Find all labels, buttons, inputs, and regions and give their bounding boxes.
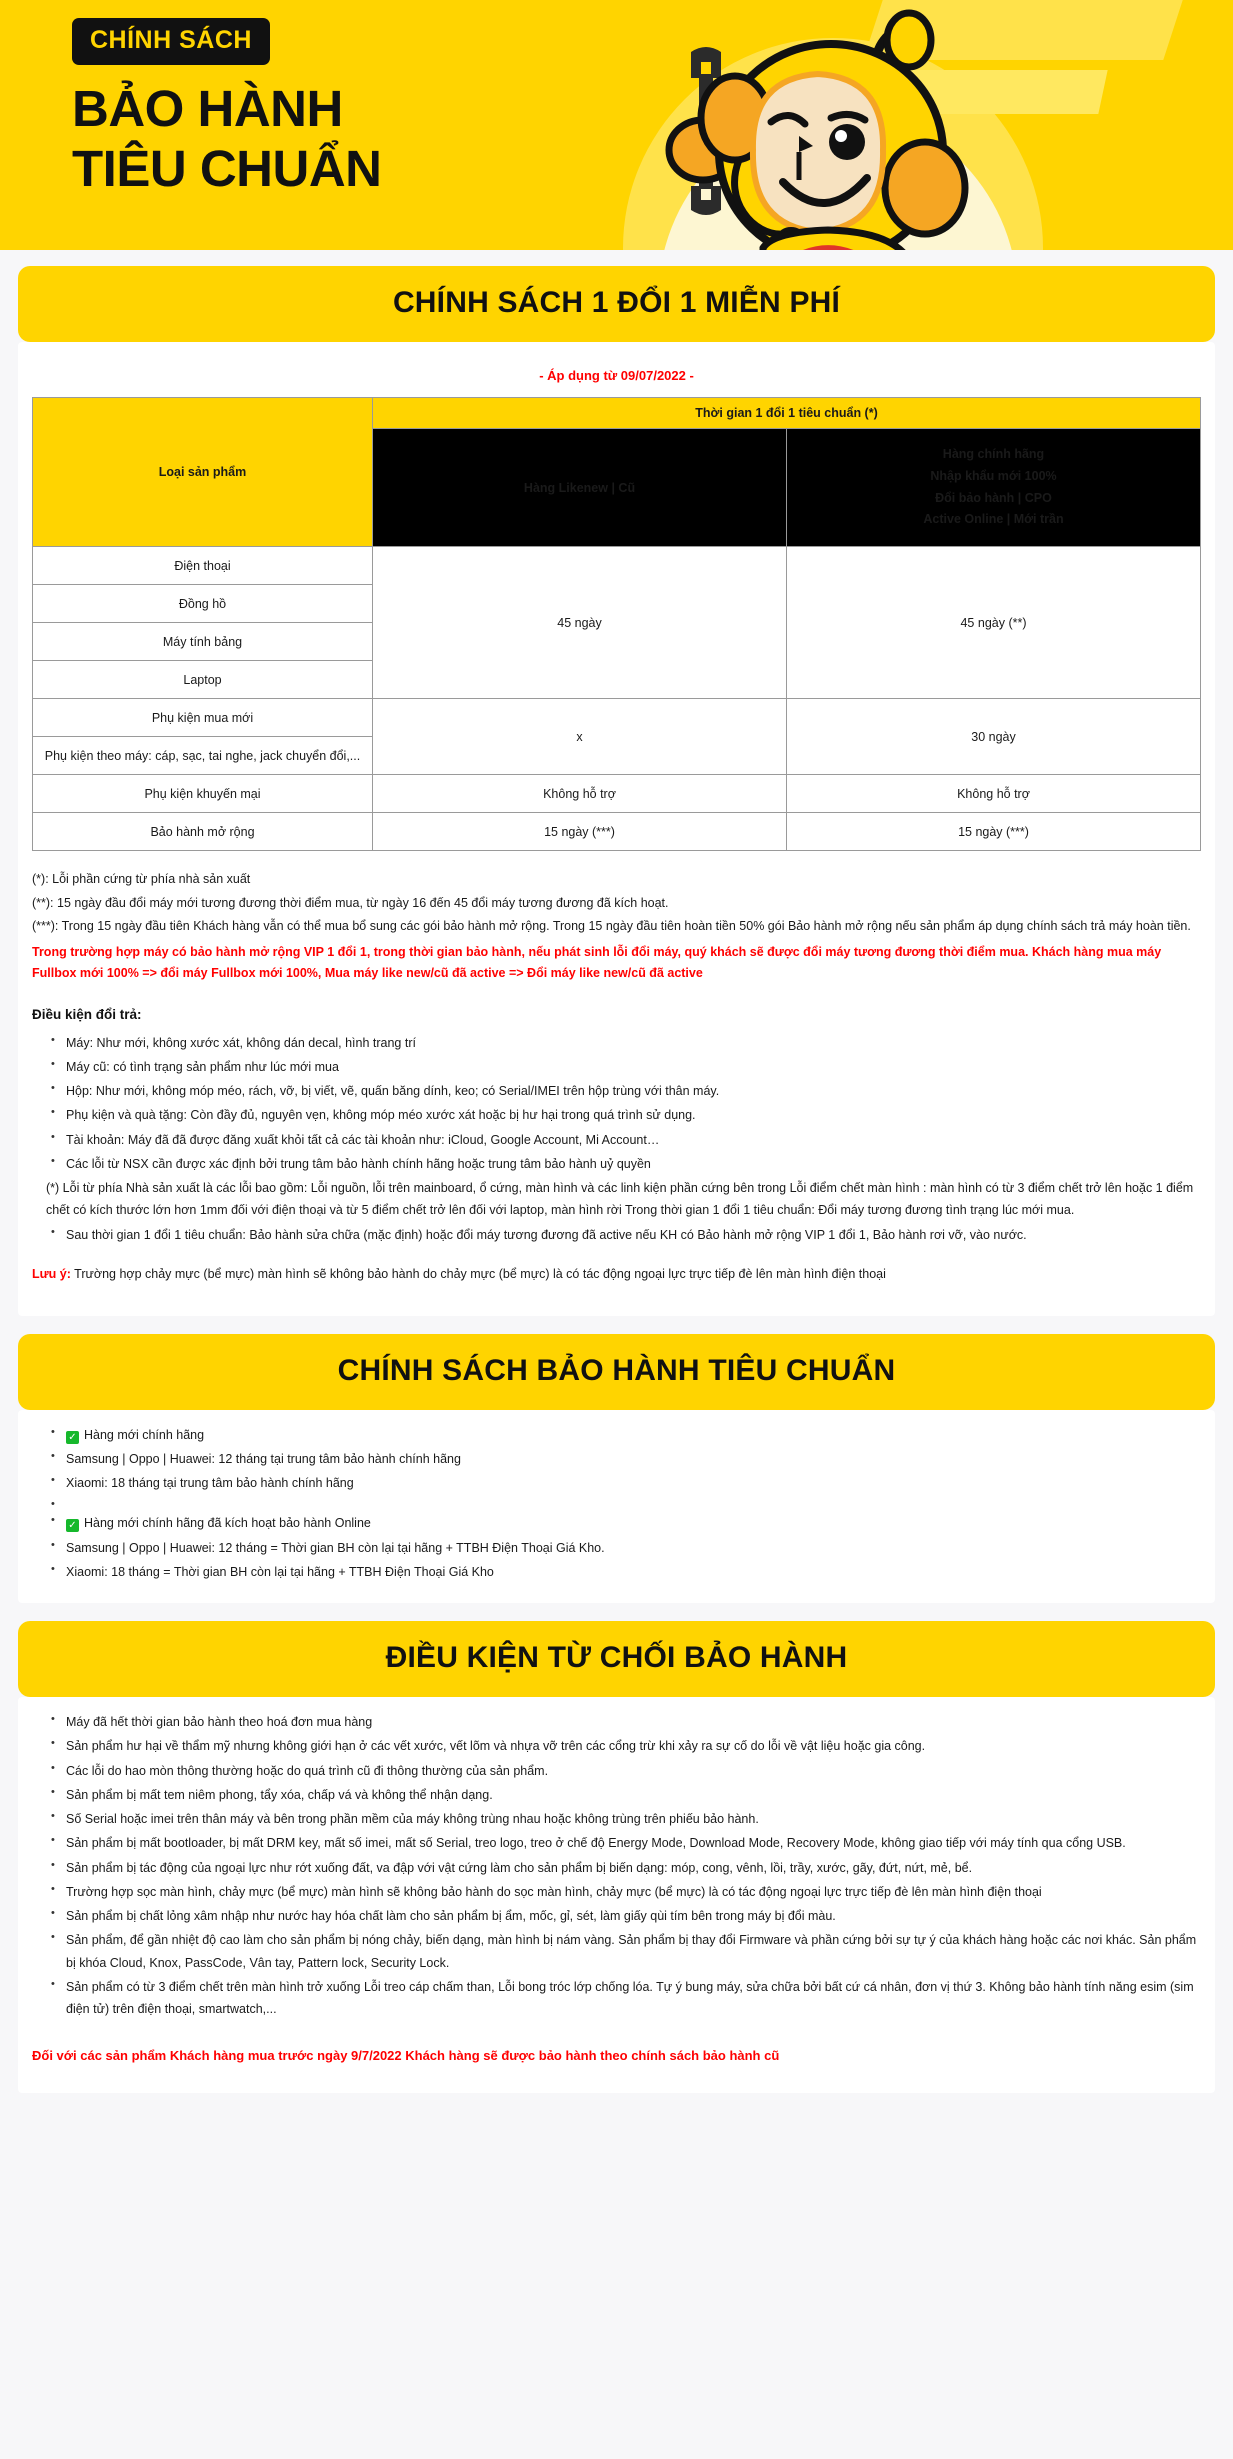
section-2-panel bbox=[18, 1410, 1215, 1604]
footnote-1: (*): Lỗi phần cứng từ phía nhà sản xuất bbox=[32, 872, 251, 886]
table-row bbox=[33, 699, 1201, 737]
section-2-heading: CHÍNH SÁCH BẢO HÀNH TIÊU CHUẨN bbox=[337, 1353, 896, 1387]
cell-group1-likenew: 45 ngày bbox=[373, 547, 787, 699]
warranty-refusal-list bbox=[32, 1711, 1201, 2020]
section-1-wrapper bbox=[0, 266, 1233, 1316]
section-1-panel bbox=[18, 342, 1215, 1316]
standard-warranty-list bbox=[32, 1424, 1201, 1584]
header-genuine-line-1: Hàng chính hãng bbox=[942, 446, 1045, 461]
section-2-wrapper bbox=[0, 1334, 1233, 1604]
monkey-technician-mascot-icon bbox=[613, 0, 1083, 250]
luu-y-text: Trường hợp chảy mực (bể mực) màn hình sẽ không bảo hành do chảy mực (bể mực) là có tác động ngoại lực trực tiếp đè lên màn hình điện thoại bbox=[74, 1266, 886, 1281]
list-item: • Samsung | Oppo | Huawei: 12 tháng = Thời gian BH còn lại tại hãng + TTBH Điện Thoại Giá Kho. bbox=[66, 1537, 1201, 1559]
check-icon: ✓ bbox=[66, 1519, 79, 1532]
list-item: • Các lỗi do hao mòn thông thường hoặc do quá trình cũ đi thông thường của sản phẩm. bbox=[66, 1760, 1201, 1782]
cell-promo-genuine: Không hỗ trợ bbox=[787, 775, 1201, 813]
list-item: • Sản phẩm, để gần nhiệt độ cao làm cho sản phẩm bị nóng chảy, biến dạng, màn hình bị nám vàng. Sản phẩm bị thay đổi Firmware và phần cứng bởi sự tự ý của khách hàng hoặc các nơi khác. Sản phẩm bị khóa Cloud, Knox, PassCode, Vân tay, Pattern lock, Security Lock. bbox=[66, 1929, 1201, 1974]
final-red-note: Đối với các sản phẩm Khách hàng mua trước ngày 9/7/2022 Khách hàng sẽ được bảo hành theo chính sách bảo hành cũ bbox=[32, 2048, 780, 2064]
post-exchange-list bbox=[32, 1224, 1201, 1246]
cell-group2-genuine: 30 ngày bbox=[787, 699, 1201, 775]
hero-title bbox=[72, 79, 382, 199]
header-group-time: Thời gian 1 đổi 1 tiêu chuẩn (*) bbox=[373, 398, 1201, 429]
list-item: • Hộp: Như mới, không móp méo, rách, vỡ, bị viết, vẽ, quấn băng dính, keo; có Serial/IMEI trên hộp trùng với thân máy. bbox=[66, 1080, 1201, 1102]
header-product-type: Loại sản phẩm bbox=[33, 398, 373, 547]
table-header-row-1 bbox=[33, 398, 1201, 429]
list-item: • Các lỗi từ NSX cần được xác định bởi trung tâm bảo hành chính hãng hoặc trung tâm bảo hành uỷ quyền bbox=[66, 1153, 1201, 1175]
list-item: • Sản phẩm hư hại về thẩm mỹ nhưng không giới hạn ở các vết xước, vết lõm và nhựa vỡ trên các cổng trừ khi xảy ra sự cố do lỗi về vật liệu hoặc gia công. bbox=[66, 1735, 1201, 1757]
list-item: • Máy: Như mới, không xước xát, không dán decal, hình trang trí bbox=[66, 1032, 1201, 1054]
cell-extended-likenew: 15 ngày (***) bbox=[373, 813, 787, 851]
group-b-title: Hàng mới chính hãng đã kích hoạt bảo hành Online bbox=[84, 1516, 371, 1531]
cell-extended-genuine: 15 ngày (***) bbox=[787, 813, 1201, 851]
section-3-header-band bbox=[18, 1621, 1215, 1697]
list-item: • Trường hợp sọc màn hình, chảy mực (bể mực) màn hình sẽ không bảo hành do sọc màn hình, chảy mực (bể mực) là có tác động ngoại lực trực tiếp đè lên màn hình điện thoại bbox=[66, 1881, 1201, 1903]
list-item: • Sản phẩm có từ 3 điểm chết trên màn hình trở xuống Lỗi treo cáp chấm than, Lỗi bong tróc lớp chống lóa. Tự ý bung máy, sửa chữa bởi bất cứ cá nhân, đơn vị thứ 3. Không bảo hành tính năng esim (sim điện tử) trên điện thoại, smartwatch,... bbox=[66, 1976, 1201, 2021]
hero-badge: CHÍNH SÁCH bbox=[72, 18, 270, 65]
list-item-group-a-title bbox=[66, 1424, 1201, 1446]
luu-y-label: Lưu ý: bbox=[32, 1266, 71, 1281]
row-label-tablet: Máy tính bảng bbox=[33, 623, 373, 661]
warranty-exchange-table bbox=[32, 397, 1201, 851]
table-row bbox=[33, 813, 1201, 851]
list-item: • Samsung | Oppo | Huawei: 12 tháng tại trung tâm bảo hành chính hãng bbox=[66, 1448, 1201, 1470]
cell-group1-genuine: 45 ngày (**) bbox=[787, 547, 1201, 699]
hero-title-line-2: TIÊU CHUẨN bbox=[72, 140, 382, 198]
header-likenew-used: Hàng Likenew | Cũ bbox=[373, 429, 787, 547]
apply-date-text: - Áp dụng từ 09/07/2022 - bbox=[539, 368, 694, 383]
row-label-phone: Điện thoại bbox=[33, 547, 373, 585]
cell-group2-likenew: x bbox=[373, 699, 787, 775]
footnote-3: (***): Trong 15 ngày đầu tiên Khách hàng vẫn có thể mua bổ sung các gói bảo hành mở rộng. Trong 15 ngày đầu tiên hoàn tiền 50% gói Bảo hành mở rộng nếu sản phẩm áp dụng chính sách trả máy hoàn tiền. bbox=[32, 919, 1191, 933]
list-item: • Tài khoản: Máy đã đã được đăng xuất khỏi tất cả các tài khoản như: iCloud, Google Account, Mi Account… bbox=[66, 1129, 1201, 1151]
list-item: • Số Serial hoặc imei trên thân máy và bên trong phần mềm của máy không trùng nhau hoặc không trùng trên phiếu bảo hành. bbox=[66, 1808, 1201, 1830]
list-item: • Sau thời gian 1 đổi 1 tiêu chuẩn: Bảo hành sửa chữa (mặc định) hoặc đổi máy tương đương đã active nếu KH có Bảo hành mở rộng VIP 1 đổi 1, Bảo hành rơi vỡ, vào nước. bbox=[66, 1224, 1201, 1246]
table-footnotes bbox=[32, 869, 1201, 985]
return-conditions-list bbox=[32, 1032, 1201, 1176]
list-item: • Sản phẩm bị tác động của ngoại lực như rớt xuống đất, va đập với vật cứng làm cho sản phẩm bị biến dạng: móp, cong, vênh, lồi, trầy, xước, gãy, đứt, nứt, mẻ, bể. bbox=[66, 1857, 1201, 1879]
row-label-promo-accessory: Phụ kiện khuyến mại bbox=[33, 775, 373, 813]
manufacturer-defect-note: (*) Lỗi từ phía Nhà sản xuất là các lỗi bao gồm: Lỗi nguồn, lỗi trên mainboard, ổ cứng, màn hình và các linh kiện phần cứng bên trong Lỗi điểm chết màn hình : màn hình có từ 3 điểm chết trở lên hoặc 1 điểm chết có kích thước lớn hơn 1mm đối với điện thoại và từ 5 điểm chết trở lên đối với laptop, màn hình rời Trong thời gian 1 đổi 1 tiêu chuẩn: Đổi máy tương đương tình trạng lúc mới mua. bbox=[46, 1181, 1194, 1218]
cell-promo-likenew: Không hỗ trợ bbox=[373, 775, 787, 813]
list-item: • Sản phẩm bị mất tem niêm phong, tẩy xóa, chấp vá và không thể nhận dạng. bbox=[66, 1784, 1201, 1806]
section-3-wrapper bbox=[0, 1621, 1233, 2137]
header-genuine-new bbox=[787, 429, 1201, 547]
list-item: • Xiaomi: 18 tháng = Thời gian BH còn lại tại hãng + TTBH Điện Thoại Giá Kho bbox=[66, 1561, 1201, 1583]
hero-banner bbox=[0, 0, 1233, 250]
row-label-laptop: Laptop bbox=[33, 661, 373, 699]
table-row bbox=[33, 775, 1201, 813]
check-icon: ✓ bbox=[66, 1431, 79, 1444]
list-item: • Sản phẩm bị chất lỏng xâm nhập như nước hay hóa chất làm cho sản phẩm bị ẩm, mốc, gỉ, sét, làm giấy qùi tím bên trong máy bị đổi màu. bbox=[66, 1905, 1201, 1927]
list-item: • Máy cũ: có tình trạng sản phẩm như lúc mới mua bbox=[66, 1056, 1201, 1078]
section-1-heading: CHÍNH SÁCH 1 ĐỔI 1 MIỄN PHÍ bbox=[392, 286, 841, 319]
list-item: • Máy đã hết thời gian bảo hành theo hoá đơn mua hàng bbox=[66, 1711, 1201, 1733]
list-item-group-b-title bbox=[66, 1512, 1201, 1534]
hero-text-block bbox=[72, 18, 382, 199]
footnote-red-vip: Trong trường hợp máy có bảo hành mở rộng VIP 1 đổi 1, trong thời gian bảo hành, nếu phát sinh lỗi đổi máy, quý khách sẽ được đổi máy tương đương thời điểm mua. Khách hàng mua máy Fullbox mới 100% => đổi máy Fullbox mới 100%, Mua máy like new/cũ đã active => Đổi máy like new/cũ đã active bbox=[32, 944, 1162, 980]
header-genuine-line-3: Đổi bảo hành | CPO bbox=[935, 490, 1052, 505]
list-spacer bbox=[66, 1496, 1201, 1510]
footnote-2: (**): 15 ngày đầu đổi máy mới tương đương thời điểm mua, từ ngày 16 đến 45 đổi máy tương đương đã kích hoạt. bbox=[32, 895, 669, 910]
row-label-watch: Đồng hồ bbox=[33, 585, 373, 623]
table-row bbox=[33, 547, 1201, 585]
luu-y-note bbox=[32, 1264, 1201, 1285]
header-genuine-line-4: Active Online | Mới trần bbox=[923, 512, 1064, 527]
list-item: • Phụ kiện và quà tặng: Còn đầy đủ, nguyên vẹn, không móp méo xước xát hoặc bị hư hại trong quá trình sử dụng. bbox=[66, 1104, 1201, 1126]
section-1-header-band bbox=[18, 266, 1215, 342]
section-2-header-band bbox=[18, 1334, 1215, 1410]
header-genuine-line-2: Nhập khẩu mới 100% bbox=[930, 468, 1057, 483]
bottom-spacer bbox=[18, 2111, 1215, 2137]
return-conditions-heading: Điều kiện đổi trả: bbox=[32, 1006, 142, 1022]
list-item: • Xiaomi: 18 tháng tại trung tâm bảo hành chính hãng bbox=[66, 1472, 1201, 1494]
section-3-panel bbox=[18, 1697, 1215, 2093]
section-3-heading: ĐIỀU KIỆN TỪ CHỐI BẢO HÀNH bbox=[385, 1641, 848, 1674]
row-label-extended-warranty: Bảo hành mở rộng bbox=[33, 813, 373, 851]
hero-title-line-1: BẢO HÀNH bbox=[72, 80, 343, 137]
row-label-new-accessory: Phụ kiện mua mới bbox=[33, 699, 373, 737]
list-item: • Sản phẩm bị mất bootloader, bị mất DRM key, mất số imei, mất số Serial, treo logo, treo ở chế độ Energy Mode, Download Mode, Recovery Mode, không giao tiếp với máy tính qua cổng USB. bbox=[66, 1832, 1201, 1854]
group-a-title: Hàng mới chính hãng bbox=[84, 1427, 205, 1442]
row-label-bundled-accessory: Phụ kiện theo máy: cáp, sạc, tai nghe, jack chuyển đổi,... bbox=[33, 737, 373, 775]
